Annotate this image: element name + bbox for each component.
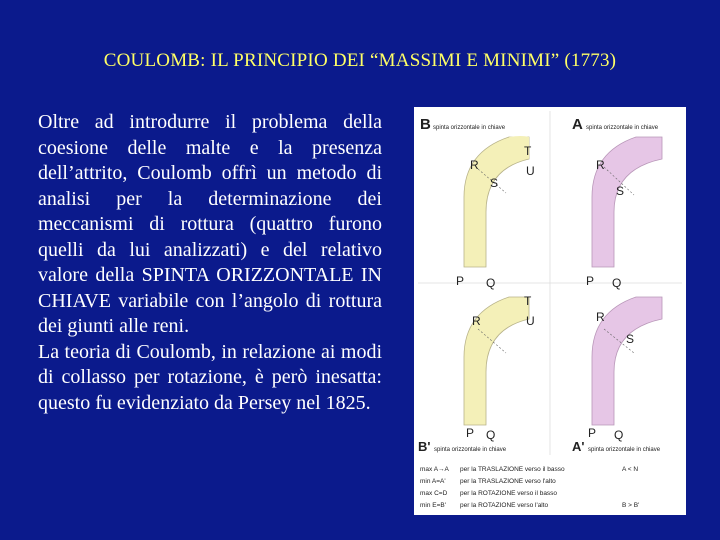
mechanism-legend [420,466,639,509]
panel-a-letter: A [572,116,583,133]
panel-a-caption: spinta orizzontale in chiave [586,125,659,131]
legend-note-4: B > B' [622,502,640,509]
panel-b-point-u: U [526,164,535,178]
paragraph-coulomb-method: Oltre ad introdurre il problema della coesione delle malte e la presenza dell’attrito, Coulomb offrì un metodo di analisi per la determinazione dei meccanismi di rottura (quattro furono quelli da lui analizzati) e del relativo valore della SPINTA ORIZZONTALE IN CHIAVE variabile con l’angolo di rottura dei giunti alle reni. [38,111,382,337]
panel-b-prime-point-r: R [472,314,481,328]
panel-a-prime-point-s: S [626,332,635,346]
panel-b-prime-point-t: T [524,294,532,308]
arch-mechanisms-figure [414,107,686,515]
panel-a [572,116,662,290]
legend-key-3: max C=D [420,490,448,497]
panel-a-point-q: Q [612,276,622,290]
panel-b-prime-point-q: Q [486,428,496,442]
legend-desc-1: per la TRASLAZIONE verso il basso [460,466,565,473]
legend-desc-2: per la TRASLAZIONE verso l'alto [460,478,556,485]
panel-b [420,116,535,290]
legend-note-1: A < N [622,466,639,473]
panel-a-point-r: R [596,158,605,172]
panel-a-point-s: S [616,184,625,198]
legend-desc-4: per la ROTAZIONE verso l'alto [460,502,549,509]
panel-a-point-p: P [586,274,595,288]
panel-b-point-t: T [524,144,532,158]
panel-a-prime-caption: spinta orizzontale in chiave [588,447,661,453]
panel-b-prime-point-u: U [526,314,535,328]
panel-b-prime-letter: B' [418,439,431,454]
panel-a-prime-letter: A' [572,439,585,454]
panel-b-point-p: P [456,274,465,288]
panel-a-prime-point-q: Q [614,428,624,442]
legend-desc-3: per la ROTAZIONE verso il basso [460,490,558,497]
panel-b-point-s: S [490,176,499,190]
slide-title: COULOMB: IL PRINCIPIO DEI “MASSIMI E MINIMI” (1773) [103,50,617,71]
panel-b-prime-caption: spinta orizzontale in chiave [434,447,507,453]
legend-key-2: min A=A' [420,478,446,485]
panel-b-point-r: R [470,158,479,172]
panel-a-prime-point-r: R [596,310,605,324]
body-text [38,110,382,416]
panel-b-prime [418,294,535,454]
panel-b-point-q: Q [486,276,496,290]
panel-b-caption: spinta orizzontale in chiave [433,125,506,131]
panel-b-prime-point-p: P [466,426,475,440]
legend-key-1: max A→A [420,466,449,473]
panel-b-letter: B [420,116,431,133]
paragraph-persey: La teoria di Coulomb, in relazione ai modi di collasso per rotazione, è però inesatta: questo fu evidenziato da Persey nel 1825. [38,340,382,414]
panel-a-prime-point-p: P [588,426,597,440]
panel-a-prime [572,297,662,454]
legend-key-4: min E=B' [420,502,446,509]
